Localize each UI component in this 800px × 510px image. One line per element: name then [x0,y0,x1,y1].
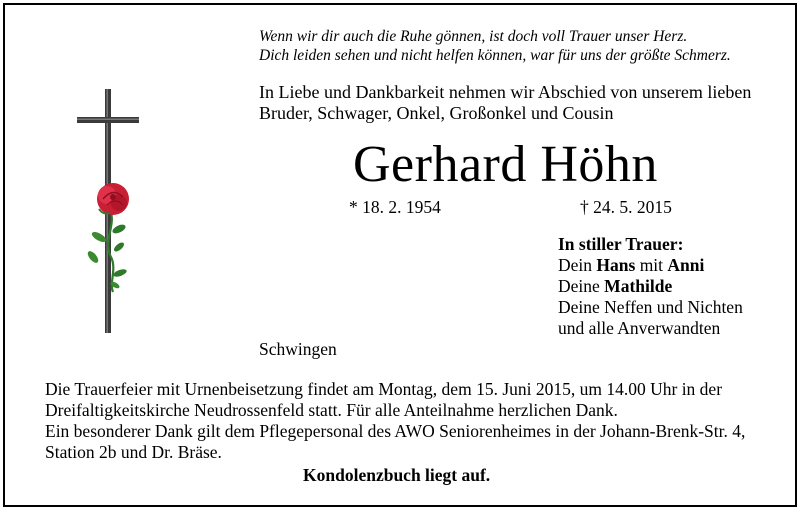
condolence-note: Kondolenzbuch liegt auf. [303,465,491,485]
mourner-line: und alle Anverwandten [558,318,721,338]
mourner-text: mit [635,255,668,275]
poem-line: Dich leiden sehen und nicht helfen können, war für uns der größte Schmerz. [259,47,731,64]
service-info [45,379,745,463]
mourners-heading: In stiller Trauer: [558,234,684,254]
poem-line: Wenn wir dir auch die Ruhe gönnen, ist doch voll Trauer unser Herz. [259,28,688,45]
deceased-name: Gerhard Höhn [353,136,658,193]
mourner-text: Dein [558,255,597,275]
mourner-text: Deine [558,276,605,296]
service-line: Dreifaltigkeitskirche Neudrossenfeld statt. Für alle Anteilnahme herzlichen Dank. [45,400,618,420]
mourner-line [558,276,743,297]
poem [259,27,731,65]
obituary-card [3,3,797,507]
intro-line: In Liebe und Dankbarkeit nehmen wir Abschied von unserem lieben [259,82,752,102]
service-line: Ein besonderer Dank gilt dem Pflegepersonal des AWO Seniorenheimes in der Johann-Brenk-Str. 4, [45,421,746,441]
mourner-line: Deine Neffen und Nichten [558,297,743,317]
birth-date: * 18. 2. 1954 [349,197,441,217]
mourner-name: Hans [596,255,636,275]
mourner-name: Anni [667,255,705,275]
mourner-name: Mathilde [604,276,673,296]
mourner-line [558,255,743,276]
mourners-list [558,234,743,339]
place-name: Schwingen [259,339,337,359]
intro-text [259,82,751,124]
intro-line: Bruder, Schwager, Onkel, Großonkel und Cousin [259,103,614,123]
death-date: † 24. 5. 2015 [580,197,672,217]
service-line: Station 2b und Dr. Bräse. [45,442,222,462]
service-line: Die Trauerfeier mit Urnenbeisetzung findet am Montag, dem 15. Juni 2015, um 14.00 Uhr in der [45,379,723,399]
cross-with-rose-icon [73,87,153,342]
